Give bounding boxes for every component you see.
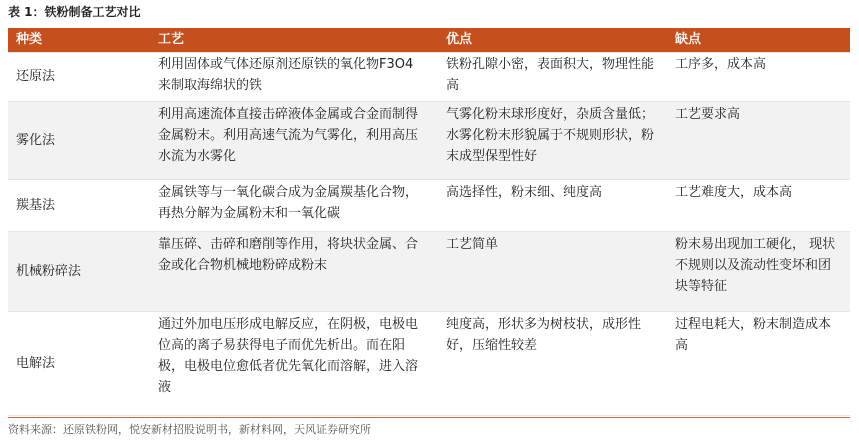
- cons-cell: 工序多，成本高: [667, 52, 850, 102]
- table-header-row: [8, 28, 850, 52]
- pros-cell: 工艺简单: [438, 232, 667, 312]
- table-row: [8, 180, 850, 232]
- table-row: [8, 52, 850, 102]
- type-cell: 电解法: [8, 312, 150, 416]
- pros-cell: 高选择性，粉末细、纯度高: [438, 180, 667, 232]
- process-cell: 利用固体或气体还原剂还原铁的氧化物F3O4 来制取海绵状的铁: [150, 52, 438, 102]
- process-cell: 利用高速流体直接击碎液体金属或合金而制得金属粉末。利用高速气流为气雾化，利用高压水流为水雾化: [150, 102, 438, 180]
- cons-cell: 粉末易出现加工硬化， 现状不规则以及流动性变坏和团块等特征: [667, 232, 850, 312]
- header-pros: 优点: [438, 28, 667, 53]
- source-note: 资料来源：还原铁粉网，悦安新材招股说明书，新材料网，天风证券研究所: [8, 423, 371, 436]
- cons-cell: 工艺要求高: [667, 102, 850, 180]
- header-type: 种类: [8, 28, 150, 53]
- pros-cell: 气雾化粉末球形度好，杂质含量低；水雾化粉末形貌属于不规则形状，粉末成型保型性好: [438, 102, 667, 180]
- table-caption: 表 1：铁粉制备工艺对比: [8, 5, 141, 19]
- type-cell: 机械粉碎法: [8, 232, 150, 312]
- table-row: [8, 232, 850, 312]
- table-row: [8, 312, 850, 416]
- type-cell: 雾化法: [8, 102, 150, 180]
- type-cell: 还原法: [8, 52, 150, 102]
- pros-cell: 纯度高，形状多为树枝状，成形性好，压缩性较差: [438, 312, 667, 416]
- header-process: 工艺: [150, 28, 438, 53]
- process-cell: 靠压碎、击碎和磨削等作用，将块状金属、合金或化合物机械地粉碎成粉末: [150, 232, 438, 312]
- pros-cell: 铁粉孔隙小密，表面积大，物理性能高: [438, 52, 667, 102]
- cons-cell: 工艺难度大，成本高: [667, 180, 850, 232]
- table-row: [8, 102, 850, 180]
- process-comparison-table: [8, 28, 850, 416]
- process-cell: 通过外加电压形成电解反应，在阴极，电极电位高的离子易获得电子而优先析出。而在阳极，电极电位愈低者优先氧化而溶解，进入溶液: [150, 312, 438, 416]
- process-cell: 金属铁等与一氧化碳合成为金属羰基化合物，再热分解为金属粉末和一氧化碳: [150, 180, 438, 232]
- table-bottom-rule: [8, 417, 850, 418]
- header-cons: 缺点: [667, 28, 850, 53]
- type-cell: 羰基法: [8, 180, 150, 232]
- cons-cell: 过程电耗大，粉末制造成本高: [667, 312, 850, 416]
